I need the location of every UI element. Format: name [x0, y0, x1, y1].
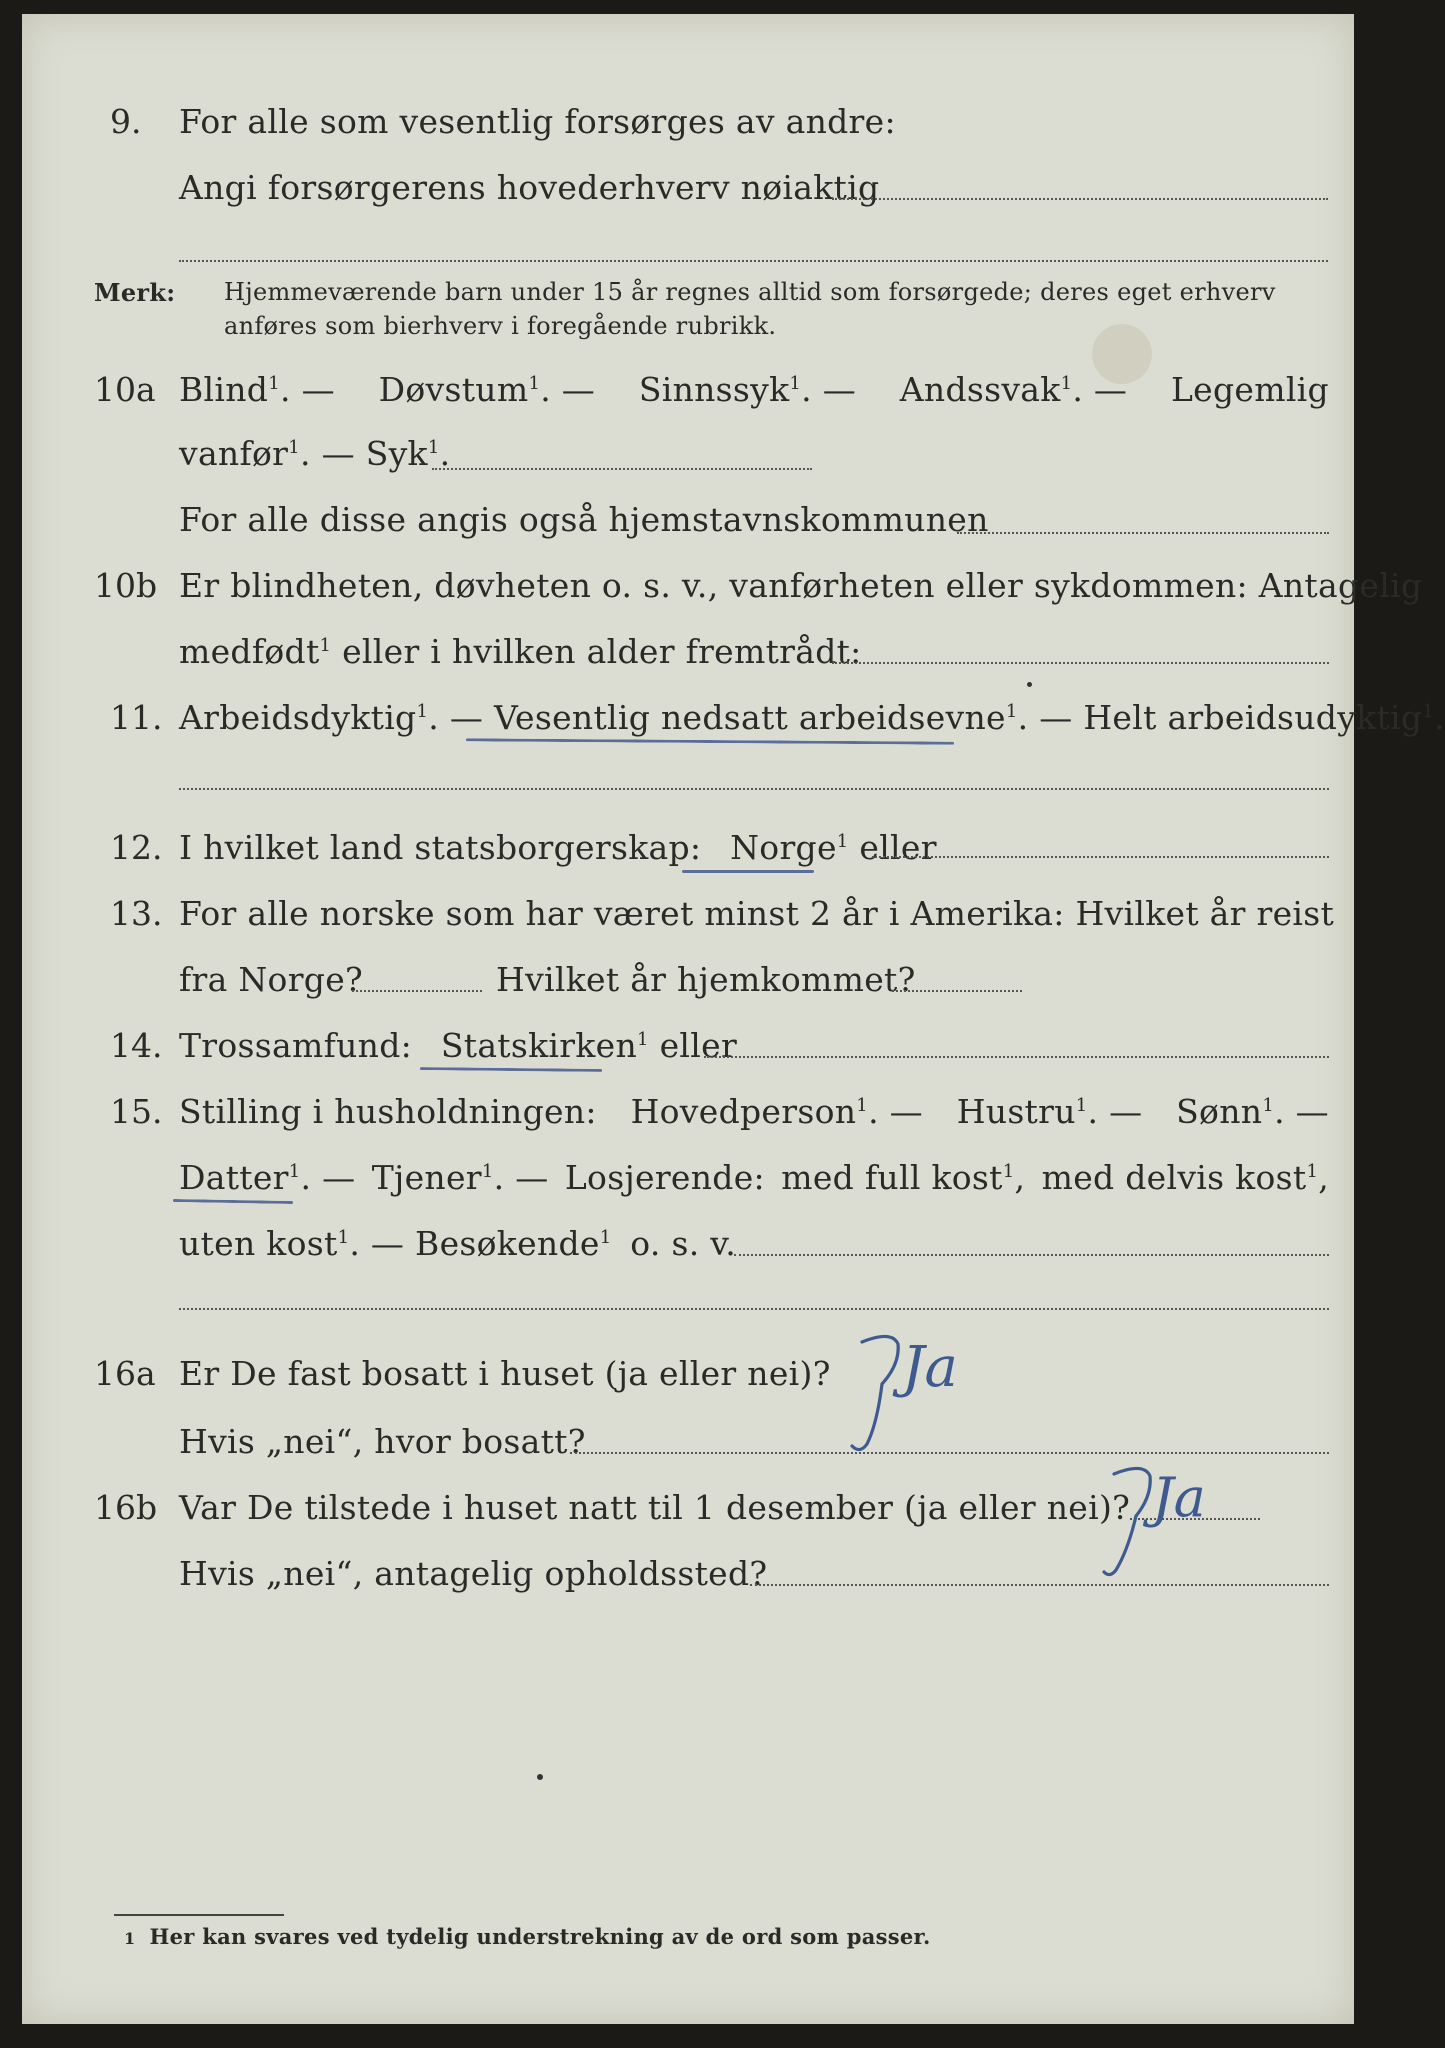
q16b-line2: Hvis „nei“, antagelig opholdssted?	[179, 1554, 768, 1593]
handwritten-answer-16a	[822, 1324, 972, 1464]
q16a-line2: Hvis „nei“, hvor bosatt?	[179, 1422, 586, 1461]
opt-full-kost[interactable]: med full kost$^1$,	[781, 1158, 1026, 1197]
q15-answer-field[interactable]	[734, 1254, 1329, 1256]
q14-number: 14.	[110, 1026, 163, 1065]
underline-datter	[173, 1199, 293, 1204]
opt-hustru[interactable]: Hustru$^1$. —	[956, 1092, 1143, 1131]
q11-answer-field[interactable]	[179, 788, 1329, 790]
opt-sonn[interactable]: Sønn$^1$. —	[1176, 1092, 1329, 1131]
census-form-page	[22, 14, 1445, 2024]
opt-dovstum[interactable]: Døvstum$^1$. —	[378, 370, 596, 409]
q10b-line2: medfødt$^1$ eller i hvilken alder fremtrådt:	[179, 632, 862, 671]
q16b-line1: Var De tilstede i huset natt til 1 desember (ja eller nei)?	[179, 1488, 1131, 1527]
opt-uten-kost[interactable]: uten kost$^1$. —	[179, 1224, 405, 1263]
q14-line: Trossamfund: Statskirken$^1$ eller	[179, 1026, 738, 1065]
q16b-number: 16b	[94, 1488, 158, 1527]
q12-answer-field[interactable]	[872, 856, 1329, 858]
underline-statskirken	[420, 1067, 602, 1072]
q10a-kommune-field[interactable]	[957, 532, 1329, 534]
q13-line2b: Hvilket år hjemkommet?	[496, 960, 916, 999]
q13-reist-field[interactable]	[352, 990, 482, 992]
q14-answer-field[interactable]	[704, 1056, 1329, 1058]
opt-blind[interactable]: Blind$^1$. —	[179, 370, 335, 409]
q13-line2a: fra Norge?	[179, 960, 364, 999]
q9-answer-field[interactable]	[832, 198, 1328, 200]
q12-number: 12.	[110, 828, 163, 867]
q16a-line1: Er De fast bosatt i huset (ja eller nei)?	[179, 1354, 831, 1393]
opt-andssvak[interactable]: Andssvak$^1$. —	[899, 370, 1128, 409]
q10b-line1: Er blindheten, døvheten o. s. v., vanførheten eller sykdommen: Antagelig	[179, 566, 1423, 605]
footnote: 1 Her kan svares ved tydelig understrekning av de ord som passer.	[124, 1924, 931, 1949]
opt-statskirken[interactable]: Statskirken$^1$	[440, 1026, 649, 1065]
opt-sinnssyk[interactable]: Sinnssyk$^1$. —	[638, 370, 857, 409]
opt-hovedperson[interactable]: Hovedperson$^1$. —	[630, 1092, 923, 1131]
q10b-alder-field[interactable]	[832, 662, 1329, 664]
q11-line	[179, 698, 1445, 737]
handwritten-answer-16b	[1092, 1458, 1242, 1588]
merk-line2: anføres som bierhverv i foregående rubrikk.	[224, 312, 777, 340]
footnote-rule	[114, 1914, 284, 1916]
q13-number: 13.	[110, 894, 163, 933]
q10a-number: 10a	[94, 370, 156, 409]
opt-medfodt[interactable]: medfødt$^1$	[179, 632, 332, 671]
q10a-line2	[179, 434, 450, 473]
q10a-syk-field[interactable]	[432, 468, 812, 470]
svg-text:Ja: Ja	[1152, 1466, 1206, 1529]
q15-line2: Datter$^1$. — Tjener$^1$. — Losjerende: med full kost$^1$, med delvis kost$^1$,	[179, 1158, 1329, 1197]
q12-line: I hvilket land statsborgerskap: Norge$^1$ eller	[179, 828, 937, 867]
opt-norge[interactable]: Norge$^1$	[730, 828, 849, 867]
opt-legemlig[interactable]: Legemlig	[1170, 370, 1329, 409]
opt-vanfor[interactable]: vanfør$^1$. —	[179, 434, 355, 473]
q10a-line3: For alle disse angis også hjemstavnskommunen	[179, 500, 989, 539]
svg-text:Ja: Ja	[902, 1335, 958, 1400]
q10a-line1	[179, 370, 1329, 409]
merk-line1: Hjemmeværende barn under 15 år regnes alltid som forsørgede; deres eget erhverv	[224, 278, 1276, 306]
q9-line1: For alle som vesentlig forsørges av andre:	[179, 102, 896, 141]
opt-helt-udyktig[interactable]: Helt arbeidsudyktig$^1$.	[1083, 698, 1445, 737]
q9-number: 9.	[110, 102, 142, 141]
q16a-number: 16a	[94, 1354, 156, 1393]
q15-line1: Stilling i husholdningen: Hovedperson$^1$. — Hustru$^1$. — Sønn$^1$. —	[179, 1092, 1329, 1131]
q13-line1: For alle norske som har været minst 2 år i Amerika: Hvilket år reist	[179, 894, 1335, 933]
merk-label: Merk:	[94, 278, 176, 307]
opt-tjener[interactable]: Tjener$^1$. —	[371, 1158, 549, 1197]
opt-delvis-kost[interactable]: med delvis kost$^1$,	[1041, 1158, 1329, 1197]
q10b-number: 10b	[94, 566, 158, 605]
underline-norge	[682, 870, 814, 873]
opt-syk[interactable]: Syk$^1$.	[365, 434, 451, 473]
q15-number: 15.	[110, 1092, 163, 1131]
q15-answer-field-2[interactable]	[179, 1308, 1329, 1310]
q15-line3: uten kost$^1$. — Besøkende$^1$ o. s. v.	[179, 1224, 737, 1263]
opt-besokende[interactable]: Besøkende$^1$	[415, 1224, 612, 1263]
q9-line2: Angi forsørgerens hovederhverv nøiaktig	[179, 168, 880, 207]
q16b-opholdssted-field[interactable]	[750, 1584, 1329, 1586]
q13-hjemkommet-field[interactable]	[892, 990, 1022, 992]
underline-vesentlig-nedsatt	[466, 738, 954, 744]
opt-vesentlig-nedsatt[interactable]: Vesentlig nedsatt arbeidsevne$^1$. —	[493, 698, 1073, 737]
ink-speck	[537, 1774, 543, 1780]
q9-answer-field-2[interactable]	[179, 260, 1328, 262]
opt-arbeidsdyktig[interactable]: Arbeidsdyktig$^1$. —	[179, 698, 484, 737]
q11-number: 11.	[110, 698, 163, 737]
ink-speck	[1027, 682, 1032, 687]
opt-datter[interactable]: Datter$^1$. —	[179, 1158, 356, 1197]
